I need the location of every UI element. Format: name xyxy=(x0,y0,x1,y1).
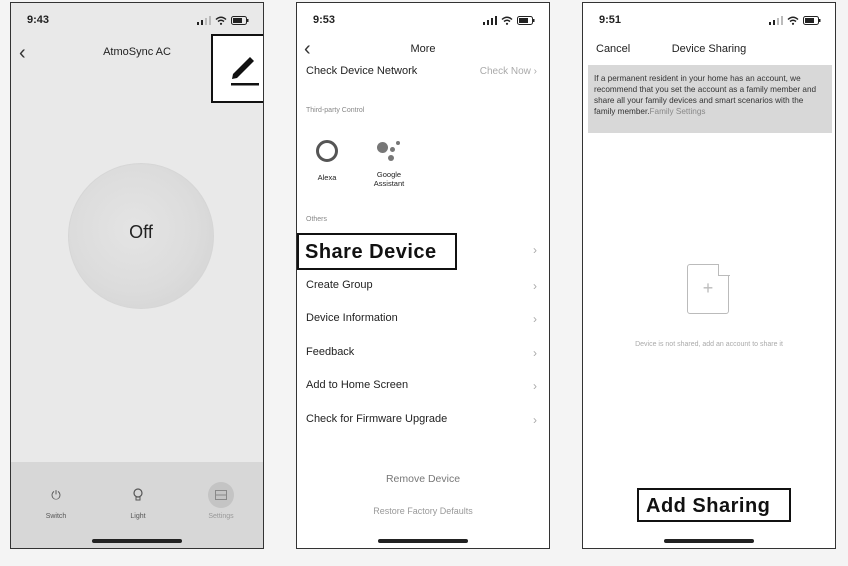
chevron-right-icon: › xyxy=(533,413,537,427)
light-button[interactable] xyxy=(108,482,168,520)
add-sharing-label: Add Sharing xyxy=(646,495,771,517)
feedback-label: Feedback xyxy=(306,346,355,358)
chevron-right-icon: › xyxy=(533,379,537,393)
page-title: Device Sharing xyxy=(671,43,747,55)
status-time: 9:51 xyxy=(599,14,622,26)
check-now-link[interactable]: Check Now xyxy=(479,66,531,77)
home-indicator xyxy=(378,539,468,543)
device-title: AtmoSync AC xyxy=(103,46,171,58)
others-section-label: Others xyxy=(306,216,328,223)
signal-icon xyxy=(197,16,211,25)
create-group-label: Create Group xyxy=(306,279,373,291)
share-device-label: Share Device xyxy=(305,241,437,263)
chevron-right-icon: › xyxy=(533,312,537,326)
family-settings-link[interactable]: Family Settings xyxy=(649,107,706,116)
chevron-right-icon: › xyxy=(533,346,537,360)
light-label: Light xyxy=(130,513,146,520)
status-time: 9:43 xyxy=(27,14,50,26)
bottom-control-bar xyxy=(11,462,263,548)
light-bulb-icon xyxy=(125,482,151,508)
system-icons xyxy=(769,16,821,25)
edit-button-highlight[interactable] xyxy=(211,34,264,103)
add-to-home-screen-row[interactable] xyxy=(306,379,537,391)
create-group-row[interactable] xyxy=(306,279,537,291)
pencil-icon xyxy=(223,46,263,88)
chevron-right-icon: › xyxy=(533,279,537,293)
device-information-row[interactable] xyxy=(306,312,537,324)
check-device-network-row[interactable] xyxy=(306,65,537,77)
nav-bar xyxy=(583,41,835,61)
family-info-banner xyxy=(588,65,832,133)
phone-screen-device-control xyxy=(10,2,264,549)
battery-icon xyxy=(803,16,821,25)
alexa-label: Alexa xyxy=(317,173,337,182)
status-time: 9:53 xyxy=(313,14,336,26)
google-assistant-item[interactable] xyxy=(362,140,416,188)
back-chevron-icon[interactable]: ‹ xyxy=(304,38,311,60)
cancel-button[interactable]: Cancel xyxy=(596,43,631,55)
alexa-item[interactable] xyxy=(300,140,354,182)
status-bar xyxy=(583,3,835,37)
add-document-icon: + xyxy=(687,264,729,314)
signal-icon xyxy=(769,16,783,25)
feedback-row[interactable] xyxy=(306,346,537,358)
restore-defaults-button[interactable]: Restore Factory Defaults xyxy=(373,506,473,516)
settings-icon xyxy=(208,482,234,508)
wifi-icon xyxy=(215,16,227,25)
settings-button[interactable] xyxy=(191,482,251,520)
switch-button[interactable] xyxy=(26,482,86,520)
power-state-label: Off xyxy=(129,222,153,242)
power-icon: ⏻ xyxy=(51,487,61,502)
third-party-section-label: Third-party Control xyxy=(306,107,365,114)
home-indicator xyxy=(664,539,754,543)
back-chevron-icon[interactable]: ‹ xyxy=(19,42,26,64)
firmware-upgrade-row[interactable] xyxy=(306,413,537,425)
remove-device-button[interactable]: Remove Device xyxy=(385,473,461,485)
google-assistant-label: Google Assistant xyxy=(373,170,405,188)
phone-screen-device-sharing xyxy=(582,2,836,549)
chevron-right-icon: › xyxy=(533,243,537,257)
system-icons xyxy=(197,16,249,25)
chevron-right-icon: › xyxy=(533,66,537,77)
status-bar xyxy=(11,3,263,37)
system-icons xyxy=(483,16,535,25)
add-sharing-button[interactable] xyxy=(637,488,791,522)
switch-label: Switch xyxy=(45,513,67,520)
page-title: More xyxy=(410,43,436,55)
device-information-label: Device Information xyxy=(306,312,398,324)
signal-icon xyxy=(483,16,497,25)
battery-icon xyxy=(517,16,535,25)
add-to-home-screen-label: Add to Home Screen xyxy=(306,379,409,391)
power-state-circle[interactable] xyxy=(68,163,214,309)
wifi-icon xyxy=(787,16,799,25)
banner-text: If a permanent resident in your home has an account, we recommend that you set the account as a family member and share all your family devices and smart scenarios with the family member. xyxy=(594,74,817,116)
share-device-highlight[interactable] xyxy=(297,233,457,270)
settings-label: Settings xyxy=(208,513,234,520)
phone-screen-more-menu xyxy=(296,2,550,549)
home-indicator xyxy=(92,539,182,543)
check-network-label: Check Device Network xyxy=(306,65,418,77)
status-bar xyxy=(297,3,549,37)
firmware-upgrade-label: Check for Firmware Upgrade xyxy=(306,413,448,425)
alexa-icon xyxy=(316,140,338,162)
wifi-icon xyxy=(501,16,513,25)
google-assistant-icon xyxy=(375,140,403,164)
empty-state-text: Device is not shared, add an account to share it xyxy=(635,341,783,348)
battery-icon xyxy=(231,16,249,25)
